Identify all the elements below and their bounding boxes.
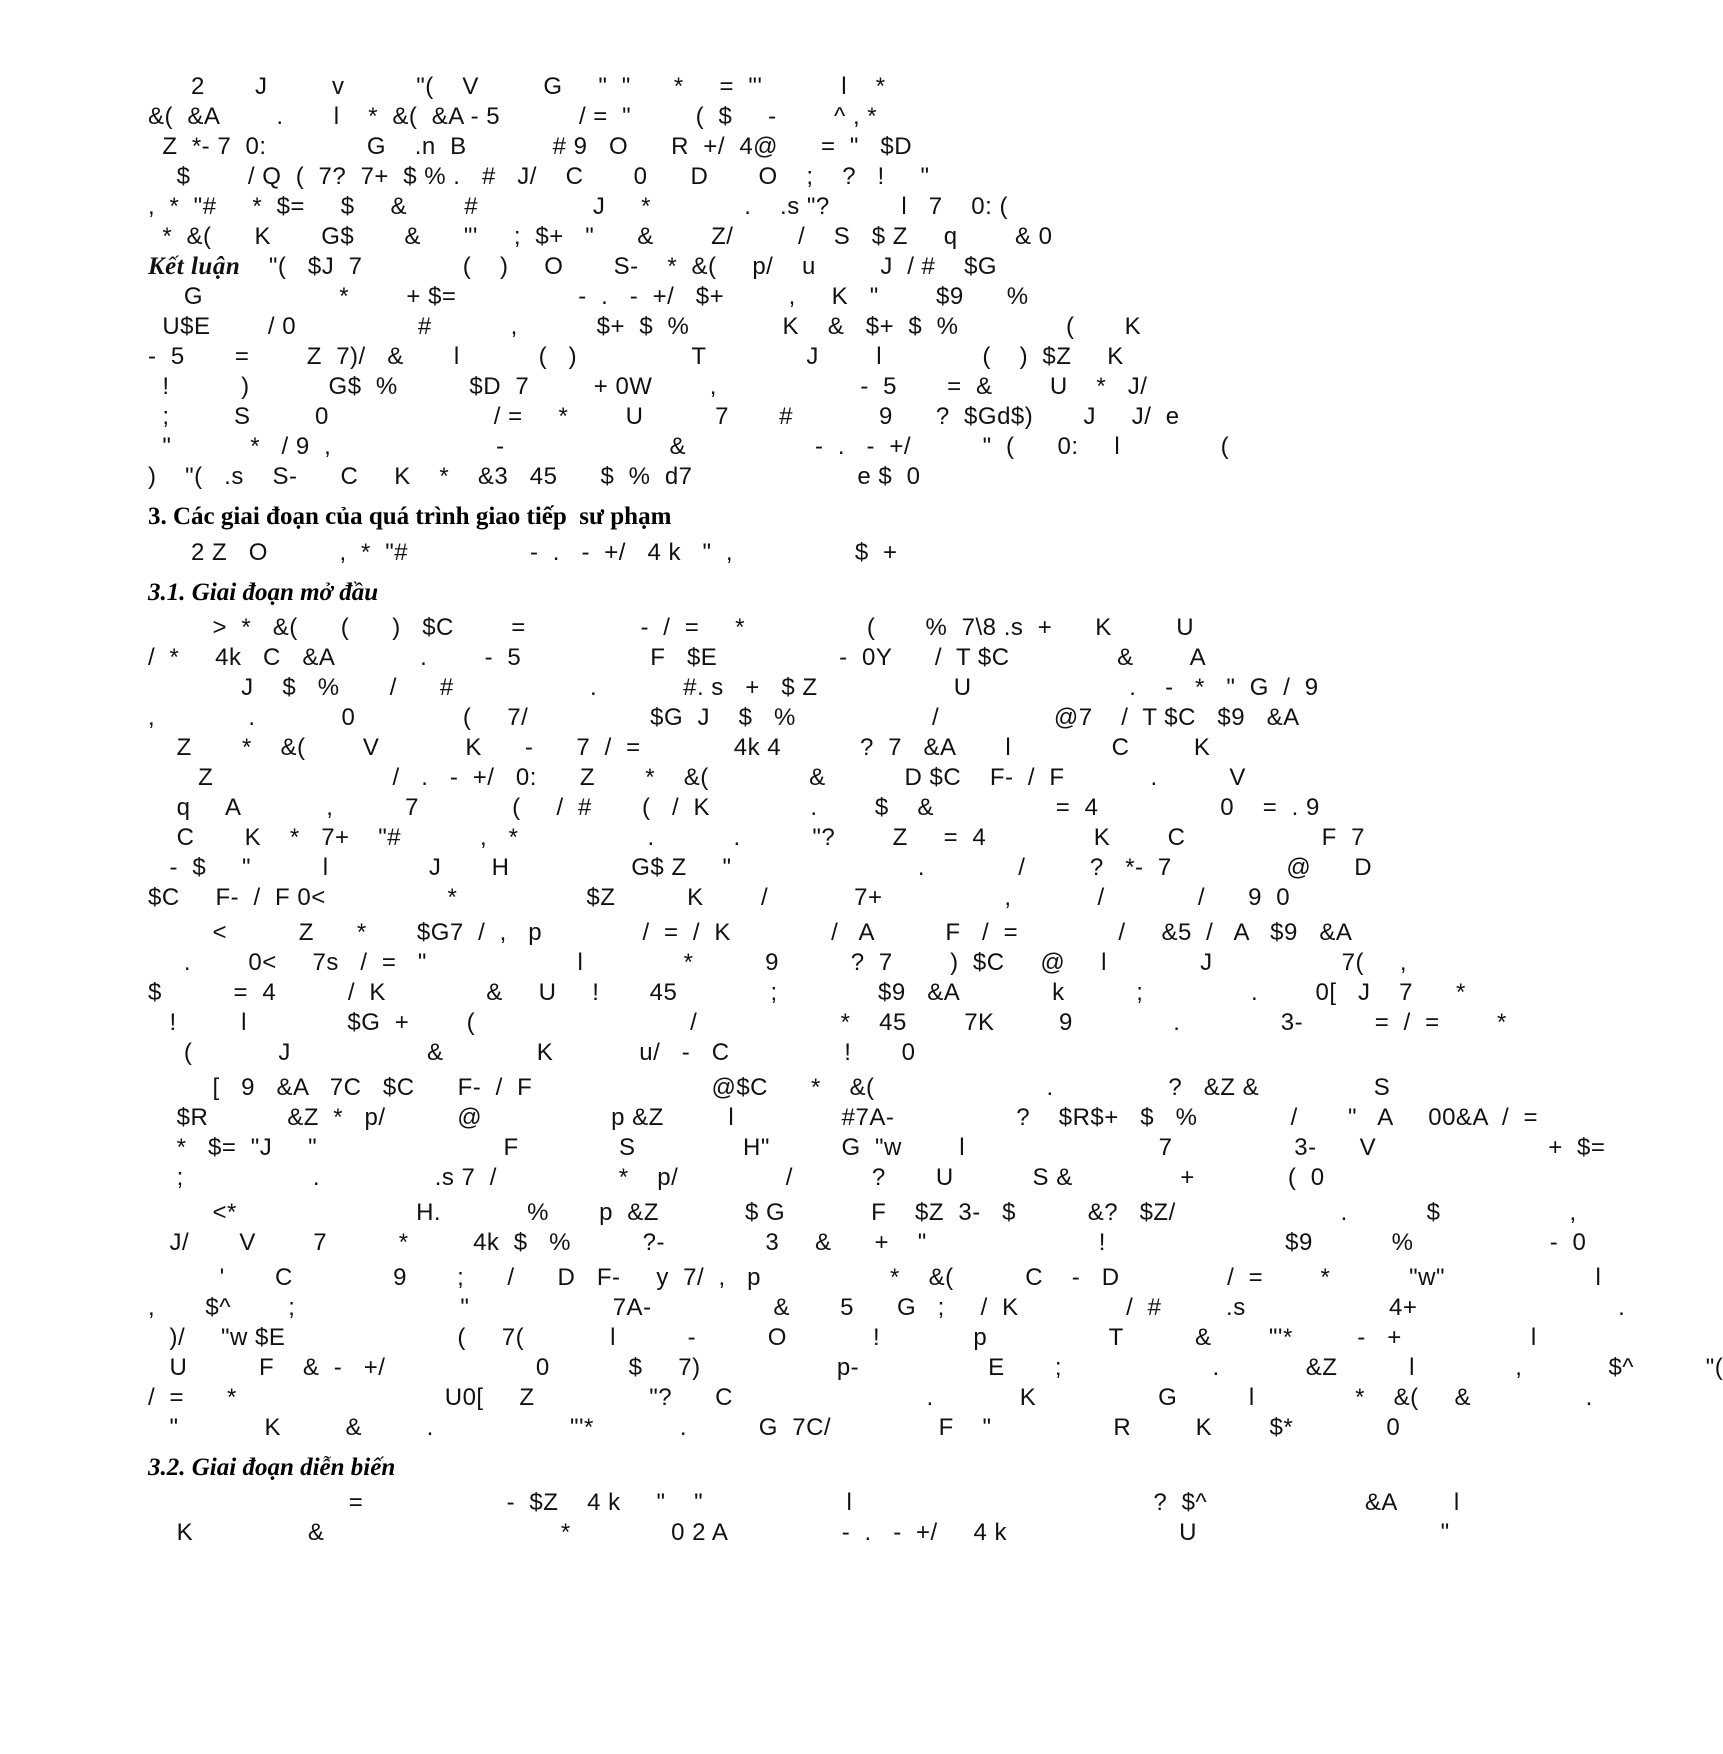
text-line: . 0< 7s / = " l * 9 ? 7 ) $C @ l J 7( , [148,949,1408,976]
text-line: ' C 9 ; / D F- y 7/ , p * &( C - D / = * "w" l [148,1264,1602,1291]
text-line: < Z * $G7 / , p / = / K / A F / = / &5 / A $9 &A [148,919,1353,946]
text-line: 2 J v "( V G " " * = "' l * [148,73,886,100]
text-line: C K * 7+ "# , * . . "? Z = 4 K C F 7 [148,824,1365,851]
text-line: - $ " l J H G$ Z " . / ? *- 7 @ D [148,854,1373,881]
text-line: G * + $= - . - +/ $+ , K " $9 % [148,283,1029,310]
text-line: Z *- 7 0: G .n B # 9 O R +/ 4@ = " $D [148,133,913,160]
text-line: &( &A . l * &( &A - 5 / = " ( $ - ^ , * [148,103,878,130]
text-line: 2 Z O , * "# - . - +/ 4 k " , $ + [148,539,898,566]
text-line: ! ) G$ % $D 7 + 0W , - 5 = & U * J/ [148,373,1148,400]
text-line: " * / 9 , - & - . - +/ " ( 0: l ( [148,433,1230,460]
text-line: , . 0 ( 7/ $G J $ % / @7 / T $C $9 &A [148,704,1300,731]
text-line: K & * 0 2 A - . - +/ 4 k U " [148,1519,1450,1546]
section-heading: 3. Các giai đoạn của quá trình giao tiếp sư phạm [148,503,672,530]
text-line: J $ % / # . #. s + $ Z U . - * " G / 9 [148,674,1319,701]
text-line: Z / . - +/ 0: Z * &( & D $C F- / F . V [148,764,1246,791]
text-line: ! l $G + ( / * 45 7K 9 . 3- = / = * [148,1009,1507,1036]
text-line: " K & . "'* . G 7C/ F " R K $* 0 [148,1414,1401,1441]
conclusion-label: Kết luận [148,253,241,280]
text-line: Z * &( V K - 7 / = 4k 4 ? 7 &A l C K [148,734,1211,761]
text-line: , $^ ; " 7A- & 5 G ; / K / # .s 4+ . [148,1294,1626,1321]
text-line: U F & - +/ 0 $ 7) p- E ; . &Z l , $^ "( [148,1354,1723,1381]
text-line: , * "# * $= $ & # J * . .s "? l 7 0: ( [148,193,1008,220]
text-line: J/ V 7 * 4k $ % ?- 3 & + " ! $9 % - 0 [148,1229,1587,1256]
text-line: > * &( ( ) $C = - / = * ( % 7\8 .s + K U [148,614,1195,641]
text-line: <* H. % p &Z $ G F $Z 3- $ &? $Z/ . $ , [148,1199,1577,1226]
text-line: * &( K G$ & "' ; $+ " & Z/ / S $ Z q & 0 [148,223,1053,250]
text-line: ; . .s 7 / * p/ / ? U S & + ( 0 [148,1164,1325,1191]
text-line: ) "( .s S- C K * &3 45 $ % d7 e $ 0 [148,463,921,490]
text-line: = - $Z 4 k " " l ? $^ &A l [148,1489,1460,1516]
text-line: $C F- / F 0< * $Z K / 7+ , / / 9 0 [148,884,1291,911]
conclusion-line [148,252,1128,282]
text-line: $R &Z * p/ @ p &Z l #7A- ? $R$+ $ % / " A 00&A / = [148,1104,1538,1131]
text-line: / = * U0[ Z "? C . K G l * &( & . [148,1384,1593,1411]
conclusion-text: "( $J 7 ( ) O S- * &( p/ u J / # $G [240,253,998,280]
text-line: ( J & K u/ - C ! 0 [148,1039,916,1066]
text-line: q A , 7 ( / # ( / K . $ & = 4 0 = . 9 [148,794,1320,821]
subsection-heading: 3.1. Giai đoạn mở đầu [148,579,379,606]
text-line: / * 4k C &A . - 5 F $E - 0Y / T $C & A [148,644,1207,671]
subsection-heading: 3.2. Giai đoạn diễn biến [148,1454,396,1481]
text-line: U$E / 0 # , $+ $ % K & $+ $ % ( K [148,313,1142,340]
text-line: )/ "w $E ( 7( l - O ! p T & "'* - + l [148,1324,1537,1351]
text-line: [ 9 &A 7C $C F- / F @$C * &( . ? &Z & S [148,1074,1391,1101]
text-line: $ / Q ( 7? 7+ $ % . # J/ C 0 D O ; ? ! " [148,163,930,190]
text-line: $ = 4 / K & U ! 45 ; $9 &A k ; . 0[ J 7 * [148,979,1466,1006]
text-line: * $= "J " F S H" G "w l 7 3- V + $= [148,1134,1606,1161]
text-line: ; S 0 / = * U 7 # 9 ? $Gd$) J J/ e [148,403,1180,430]
text-line: - 5 = Z 7)/ & l ( ) T J l ( ) $Z K [148,343,1124,370]
